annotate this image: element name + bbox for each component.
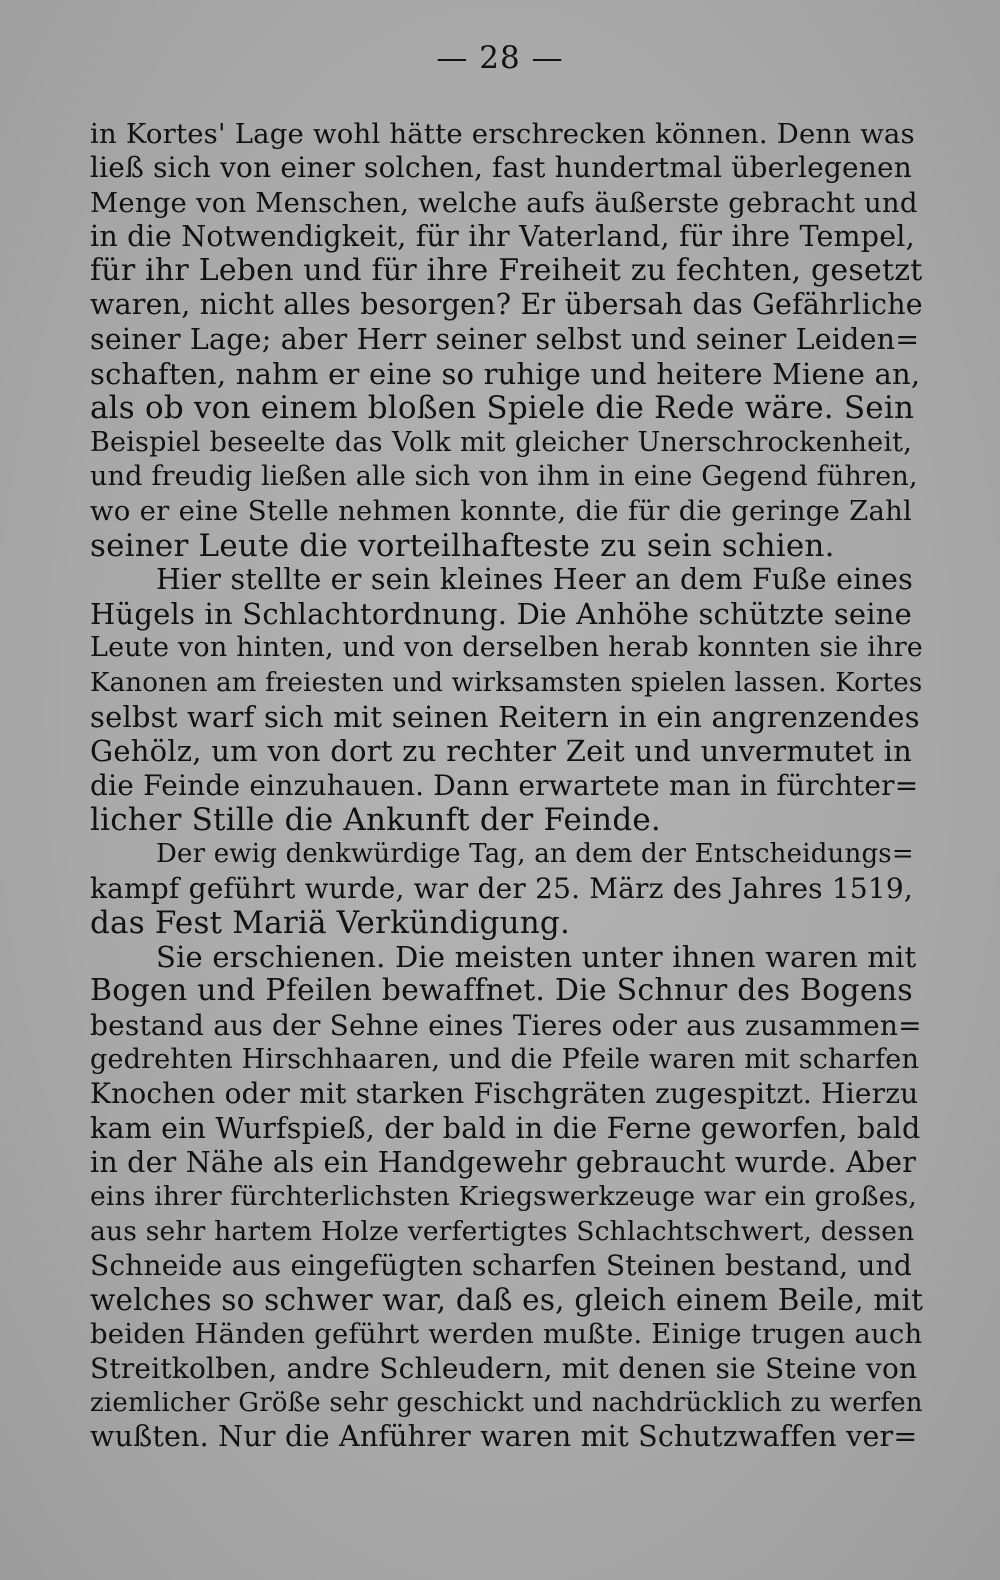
text-line: Schneide aus eingefügten scharfen Steinen bestand, und [90,1248,912,1282]
text-line: Gehölz, um von dort zu rechter Zeit und unvermutet in [90,734,912,769]
text-line: selbst warf sich mit seinen Reitern in ein angrenzendes [90,700,920,735]
text-line: Sie erschienen. Die meisten unter ihnen waren mit [156,940,917,975]
body-text [90,117,924,1455]
text-line: Menge von Menschen, welche aufs äußerste gebracht und [90,186,918,219]
text-line: für ihr Leben und für ihre Freiheit zu fechten, gesetzt [90,253,923,289]
text-line: die Feinde einzuhauen. Dann erwartete man in fürchter= [90,768,919,802]
text-line: in die Notwendigkeit, für ihr Vaterland, für ihre Tempel, [90,219,915,253]
text-line: seiner Lage; aber Herr seiner selbst und seiner Leiden= [90,322,920,356]
text-line: und freudig ließen alle sich von ihm in eine Gegend führen, [90,460,918,492]
text-line: bestand aus der Sehne eines Tieres oder aus zusammen= [90,1008,922,1042]
text-line: ließ sich von einer solchen, fast hundertmal überlegenen [90,151,913,185]
text-line: Knochen oder mit starken Fischgräten zugespitzt. Hierzu [90,1077,919,1111]
text-line: schaften, nahm er eine so ruhige und heitere Miene an, [90,357,921,392]
text-line: Der ewig denkwürdige Tag, an dem der Entscheidungs= [156,839,914,870]
text-line: Bogen und Pfeilen bewaffnet. Die Schnur des Bogens [90,973,913,1009]
text-line: aus sehr hartem Holze verfertigtes Schlachtschwert, dessen [90,1215,915,1247]
text-line: in Kortes' Lage wohl hätte erschrecken können. Denn was [90,118,915,150]
text-line: Leute von hinten, und von derselben herab konnten sie ihre [90,632,923,664]
text-line: eins ihrer fürchterlichsten Kriegswerkzeuge war ein großes, [90,1181,918,1213]
text-line: Hier stellte er sein kleines Heer an dem Fuße eines [156,562,913,596]
text-line: licher Stille die Ankunft der Feinde. [90,801,661,838]
text-line: das Fest Mariä Verkündigung. [90,904,571,941]
text-line: wußten. Nur die Anführer waren mit Schutzwaffen ver= [90,1420,918,1454]
text-line: wo er eine Stelle nehmen konnte, die für die geringe Zahl [90,495,912,528]
text-line: seiner Leute die vorteilhafteste zu sein schien. [90,527,835,564]
text-line: waren, nicht alles besorgen? Er übersah das Gefährliche [90,288,923,322]
text-line: welches so schwer war, daß es, gleich einem Beile, mit [90,1283,924,1318]
text-line: Hügels in Schlachtordnung. Die Anhöhe schützte seine [90,597,912,632]
text-line: als ob von einem bloßen Spiele die Rede wäre. Sein [90,390,915,427]
text-line: Streitkolben, andre Schleudern, mit denen sie Steine von [90,1351,918,1385]
text-line: ziemlicher Größe sehr geschickt und nachdrücklich zu werfen [90,1387,923,1418]
text-line: gedrehten Hirschhaaren, und die Pfeile waren mit scharfen [90,1044,920,1076]
text-line: beiden Händen geführt werden mußte. Einige trugen auch [90,1318,923,1351]
text-line: Kanonen am freiesten und wirksamsten spielen lassen. Kortes [90,667,923,698]
text-line: kam ein Wurfspieß, der bald in die Ferne geworfen, bald [90,1111,921,1145]
page-number: — 28 — [436,40,564,76]
text-line: in der Nähe als ein Handgewehr gebraucht wurde. Aber [90,1145,917,1179]
text-line: kampf geführt wurde, war der 25. März des Jahres 1519, [90,871,913,905]
text-line: Beispiel beseelte das Volk mit gleicher Unerschrockenheit, [90,426,912,458]
